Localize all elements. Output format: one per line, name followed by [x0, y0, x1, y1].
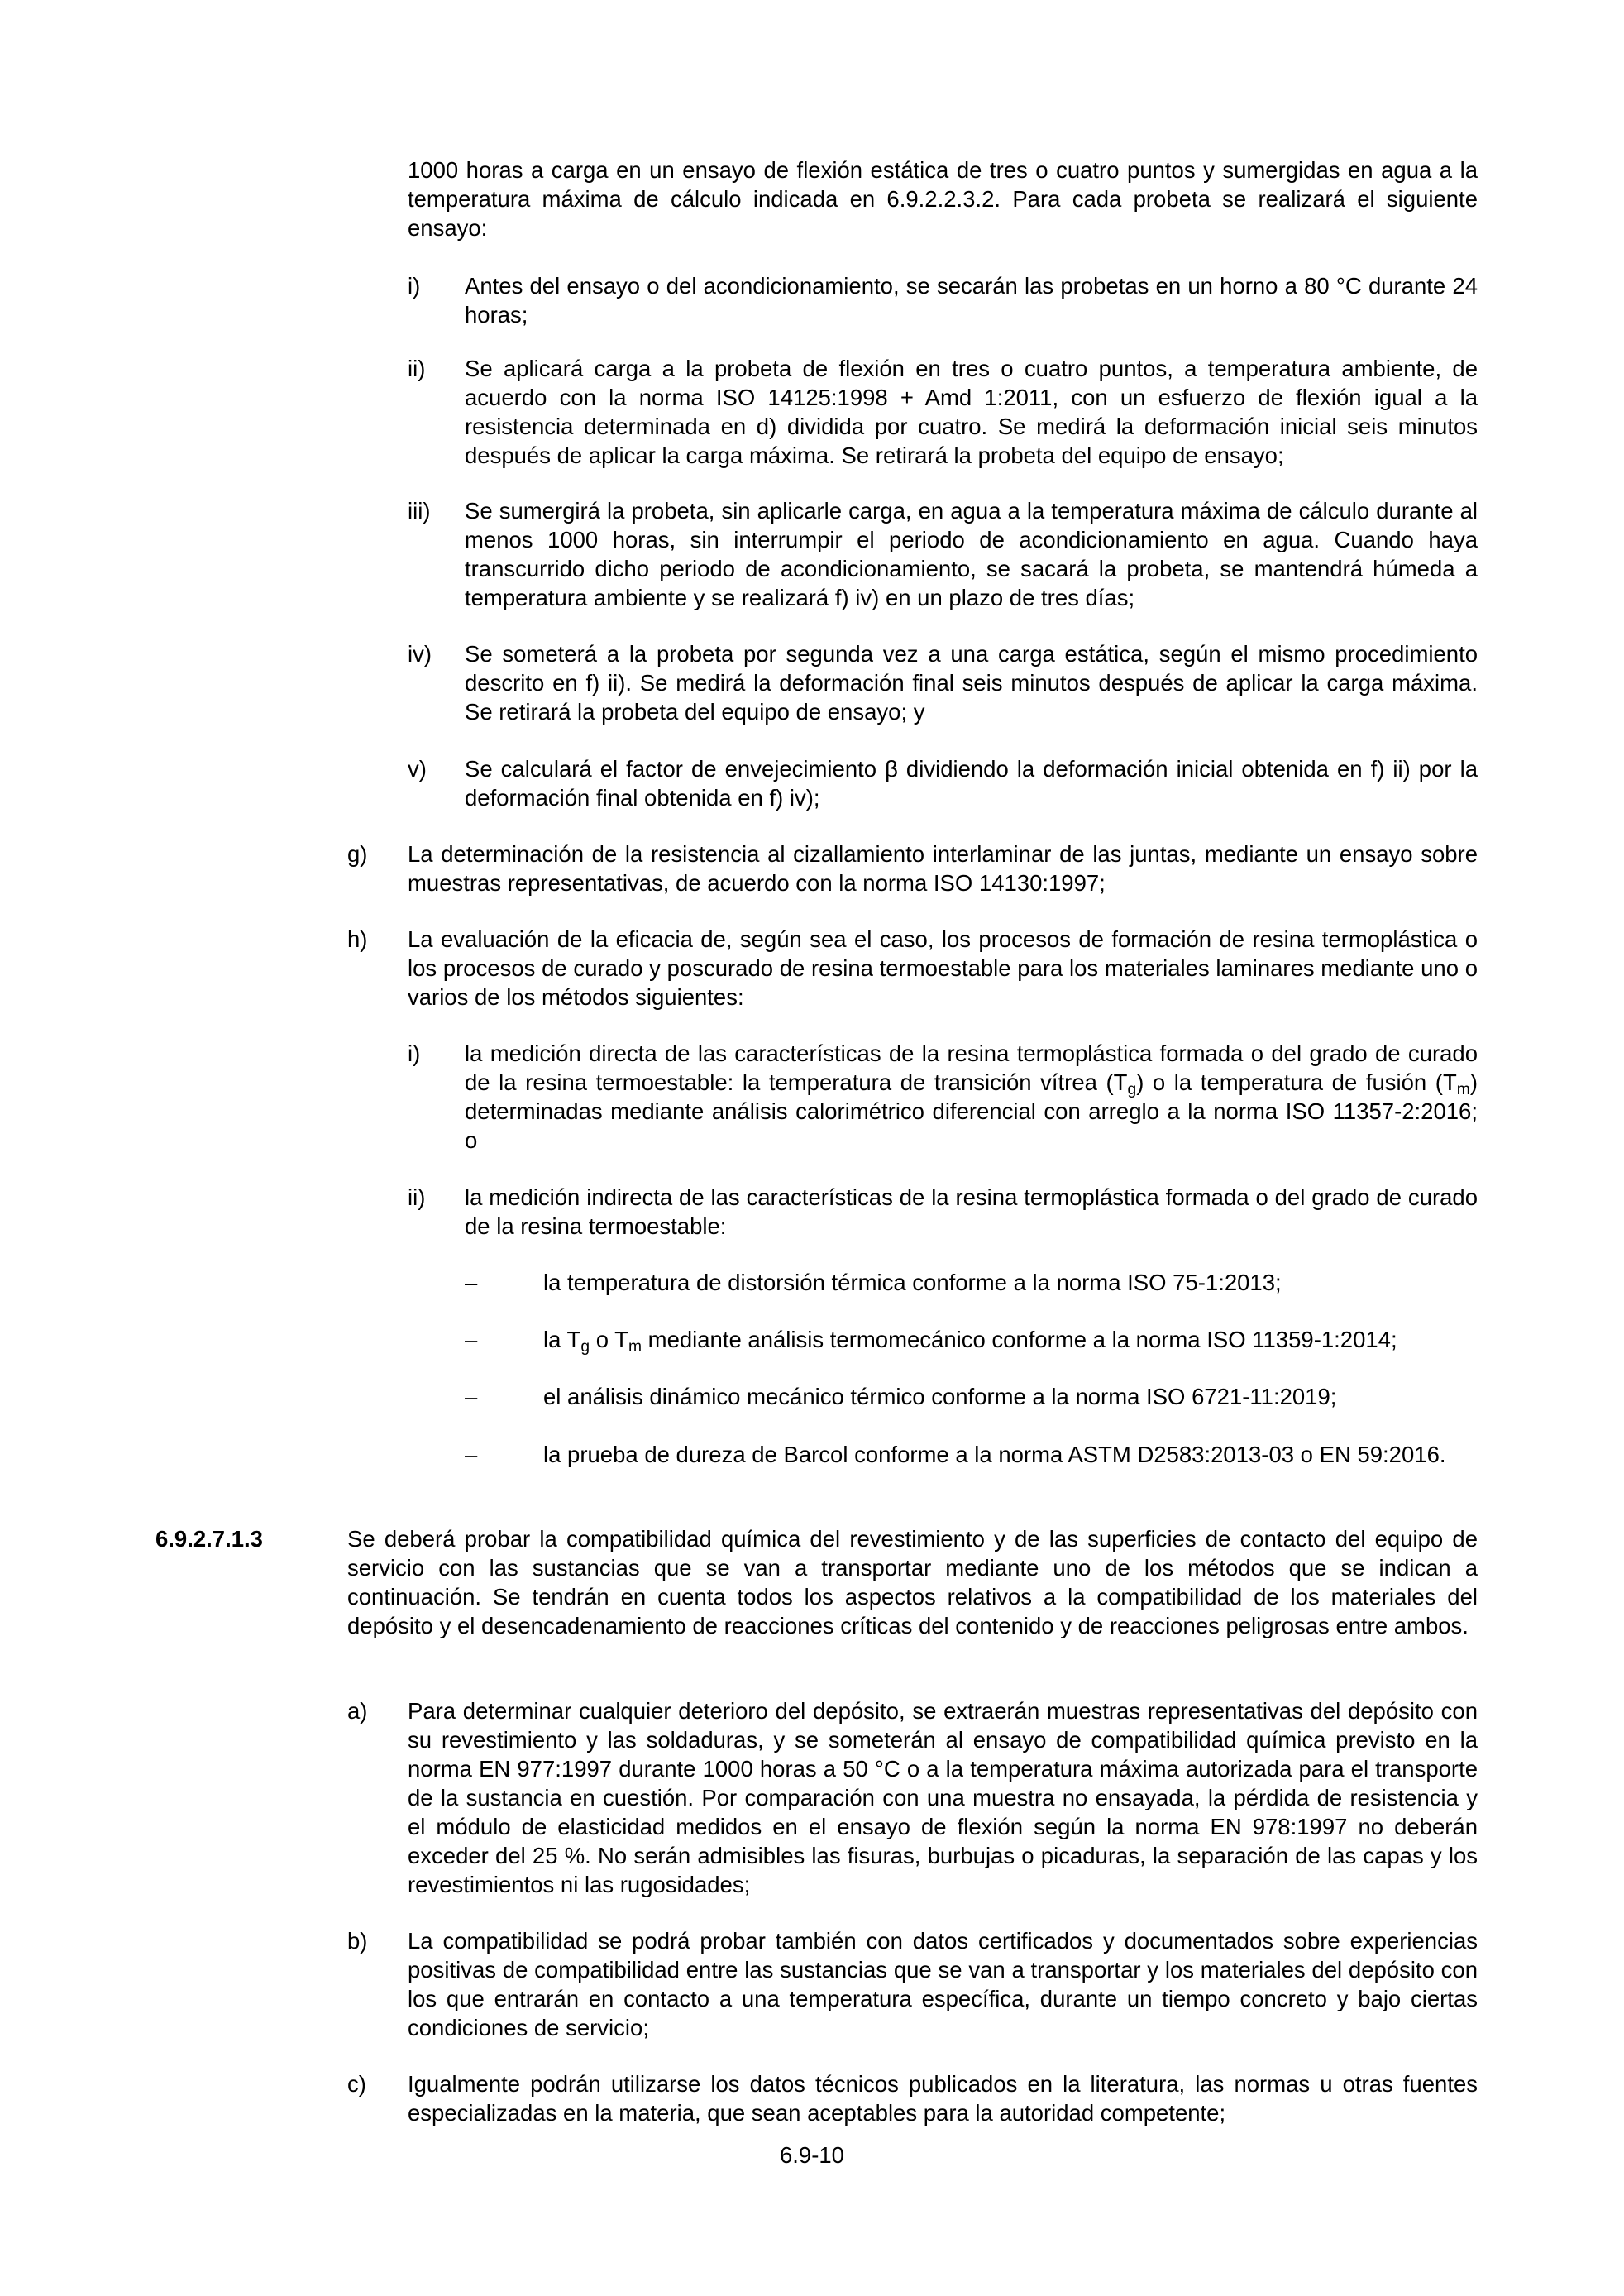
h-item-i-label: i): [408, 1040, 421, 1066]
h-item-ii-text: la medición indirecta de las características de la resina termoplástica formada o del grado de curado de la resina termoestable:: [465, 1184, 1478, 1239]
subscript-g: g: [1127, 1080, 1137, 1098]
section-item-b-text: La compatibilidad se podrá probar también con datos certificados y documentados sobre experiencias positivas de compatibilidad entre las sustancias que se van a transportar y los materiales del depósito con los que entrarán en contacto a una temperatura específica, durante un tiempo concreto y bajo ciertas condiciones de servicio;: [408, 1928, 1478, 2040]
dash-item-2: la $T_g$ o $T_m$ mediante análisis termomecánico conforme a la norma ISO 11359-1:2014;: [543, 1327, 1397, 1356]
item-h-text: La evaluación de la eficacia de, según sea el caso, los procesos de formación de resina termoplástica o los procesos de curado y poscurado de resina termoestable para los materiales laminares mediante uno o varios de los métodos siguientes:: [408, 926, 1478, 1010]
item-g-text: La determinación de la resistencia al cizallamiento interlaminar de las juntas, mediante un ensayo sobre muestras representativas, de acuerdo con la norma ISO 14130:1997;: [408, 841, 1478, 896]
dash-bullet: –: [465, 1270, 478, 1295]
section-item-a-text: Para determinar cualquier deterioro del depósito, se extraerán muestras representativas del depósito con su revestimiento y las soldaduras, y se someterán al ensayo de compatibilidad química previsto en la norma EN 977:1997 durante 1000 horas a 50 °C o a la temperatura máxima autorizada para el transporte de la sustancia en cuestión. Por comparación con una muestra no ensayada, la pérdida de resistencia y el módulo de elasticidad medidos en el ensayo de flexión según la norma EN 978:1997 no deberán exceder del 25 %. No serán admisibles las fisuras, burbujas o picaduras, la separación de las capas y los revestimientos ni las rugosidades;: [408, 1698, 1478, 1897]
section-number: 6.9.2.7.1.3: [155, 1526, 263, 1552]
f-item-iv-text: Se someterá a la probeta por segunda vez a una carga estática, según el mismo procedimiento descrito en f) ii). Se medirá la deformación final seis minutos después de aplicar la carga máxima. Se retirará la probeta del equipo de ensayo; y: [465, 641, 1478, 725]
f-item-iv-label: iv): [408, 641, 432, 667]
dash-item-3: el análisis dinámico mecánico térmico conforme a la norma ISO 6721-11:2019;: [543, 1384, 1337, 1409]
item-g-label: g): [347, 841, 368, 867]
subscript-m: m: [1456, 1080, 1470, 1098]
section-item-c-text: Igualmente podrán utilizarse los datos técnicos publicados en la literatura, las normas u otras fuentes especializadas en la materia, que sean aceptables para la autoridad competente;: [408, 2071, 1478, 2126]
subscript-g: g: [580, 1337, 590, 1356]
dash-bullet: –: [465, 1442, 478, 1467]
h-item-ii-label: ii): [408, 1184, 426, 1210]
section-paragraph: Se deberá probar la compatibilidad química del revestimiento y de las superficies de contacto del equipo de servicio con las sustancias que se van a transportar mediante uno de los métodos que se indican a continuación. Se tendrán en cuenta todos los aspectos relativos a la compatibilidad de los materiales del depósito y el desencadenamiento de reacciones críticas del contenido y de reacciones peligrosas entre ambos.: [347, 1526, 1478, 1638]
dash-bullet: –: [465, 1327, 478, 1352]
f-item-iii-label: iii): [408, 498, 431, 524]
intro-paragraph: 1000 horas a carga en un ensayo de flexión estática de tres o cuatro puntos y sumergidas en agua a la temperatura máxima de cálculo indicada en 6.9.2.2.3.2. Para cada probeta se realizará el siguiente ensayo:: [408, 157, 1478, 241]
section-item-a-label: a): [347, 1698, 368, 1724]
section-item-b-label: b): [347, 1928, 368, 1954]
f-item-v-text: Se calculará el factor de envejecimiento β dividiendo la deformación inicial obtenida en f) ii) por la deformación final obtenida en f) iv);: [465, 756, 1478, 811]
f-item-v-label: v): [408, 756, 427, 782]
subscript-m: m: [628, 1337, 642, 1356]
dash-item-1: la temperatura de distorsión térmica conforme a la norma ISO 75-1:2013;: [543, 1270, 1282, 1295]
f-item-i-text: Antes del ensayo o del acondicionamiento, se secarán las probetas en un horno a 80 °C durante 24 horas;: [465, 273, 1478, 328]
f-item-ii-text: Se aplicará carga a la probeta de flexión en tres o cuatro puntos, a temperatura ambiente, de acuerdo con la norma ISO 14125:1998 + Amd 1:2011, con un esfuerzo de flexión igual a la resistencia determinada en d) dividida por cuatro. Se medirá la deformación inicial seis minutos después de aplicar la carga máxima. Se retirará la probeta del equipo de ensayo;: [465, 356, 1478, 468]
f-item-ii-label: ii): [408, 356, 426, 381]
dash-bullet: –: [465, 1384, 478, 1409]
f-item-i-label: i): [408, 273, 421, 299]
h-item-i-text: la medición directa de las características de la resina termoplástica formada o del grado de curado de la resina termoestable: la temperatura de transición vítrea $(T_g)$ o la temperatura de fusión $(T_m)$ determinadas mediante análisis calorimétrico diferencial con arreglo a la norma ISO 11357-2:2016; o: [465, 1040, 1478, 1153]
page-number: 6.9-10: [780, 2142, 844, 2168]
section-item-c-label: c): [347, 2071, 366, 2097]
f-item-iii-text: Se sumergirá la probeta, sin aplicarle carga, en agua a la temperatura máxima de cálculo durante al menos 1000 horas, sin interrumpir el periodo de acondicionamiento en agua. Cuando haya transcurrido dicho periodo de acondicionamiento, se sacará la probeta, se mantendrá húmeda a temperatura ambiente y se realizará f) iv) en un plazo de tres días;: [465, 498, 1478, 610]
item-h-label: h): [347, 926, 368, 952]
dash-item-4: la prueba de dureza de Barcol conforme a la norma ASTM D2583:2013-03 o EN 59:2016.: [543, 1442, 1446, 1467]
